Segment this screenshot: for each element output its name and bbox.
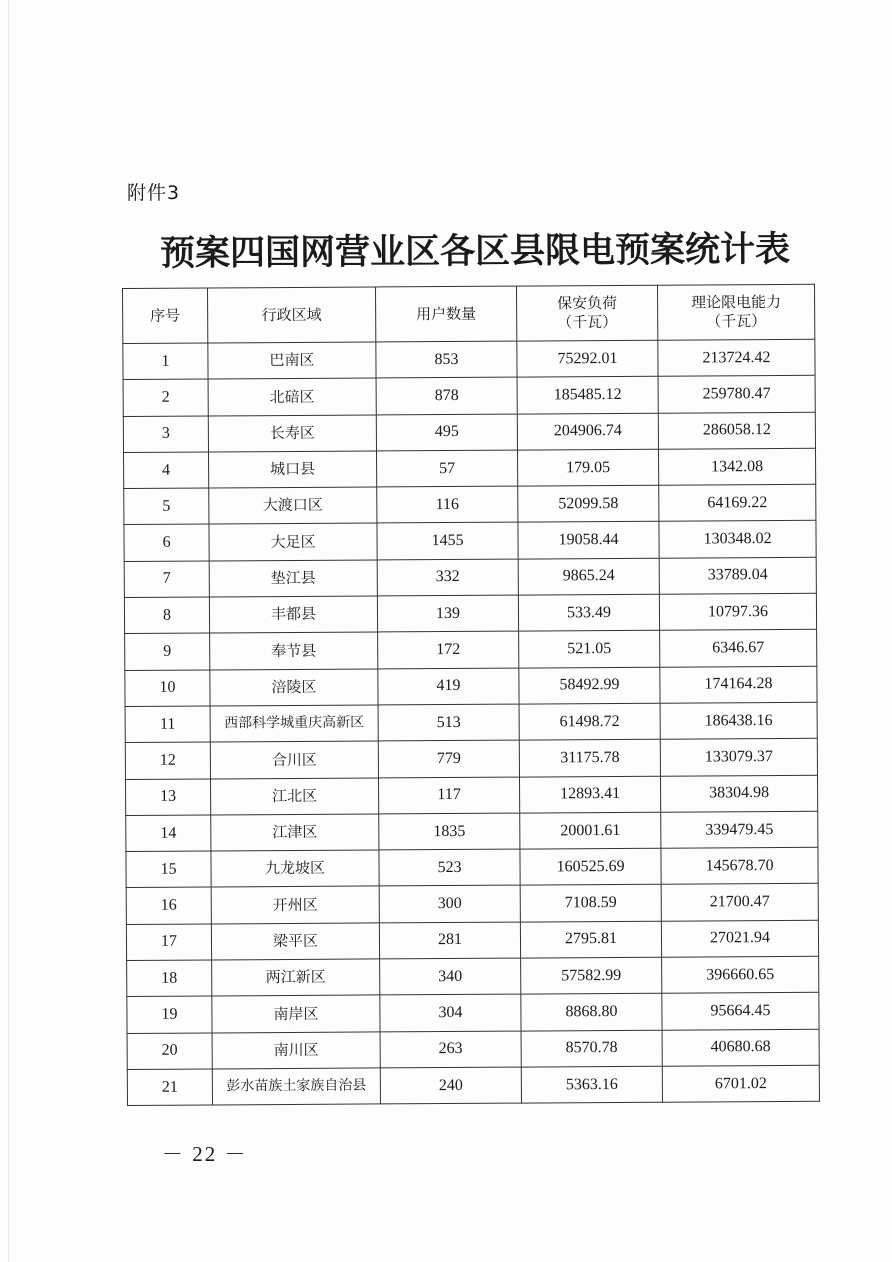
attachment-label: 附件3 bbox=[127, 182, 181, 204]
cell-load: 204906.74 bbox=[517, 413, 658, 450]
cell-capacity: 27021.94 bbox=[661, 920, 818, 957]
cell-index: 2 bbox=[123, 379, 208, 416]
cell-users: 139 bbox=[377, 595, 518, 632]
statistics-table-container bbox=[122, 284, 819, 1106]
cell-region: 南川区 bbox=[212, 1032, 380, 1069]
cell-capacity: 396660.65 bbox=[662, 956, 819, 993]
cell-capacity: 40680.68 bbox=[662, 1029, 819, 1066]
cell-load: 185485.12 bbox=[517, 377, 658, 414]
header-capacity-line2: （千瓦） bbox=[706, 312, 767, 331]
cell-users: 116 bbox=[377, 486, 518, 523]
cell-capacity: 95664.45 bbox=[662, 993, 819, 1030]
cell-load: 7108.59 bbox=[520, 885, 661, 922]
cell-capacity: 133079.37 bbox=[660, 739, 817, 776]
cell-load: 19058.44 bbox=[518, 522, 659, 559]
cell-users: 57 bbox=[376, 450, 517, 487]
cell-index: 7 bbox=[124, 561, 209, 598]
table-row bbox=[123, 376, 815, 417]
cell-region: 长寿区 bbox=[208, 415, 376, 452]
cell-users: 240 bbox=[380, 1067, 521, 1104]
cell-users: 878 bbox=[376, 377, 517, 414]
cell-users: 117 bbox=[378, 777, 519, 814]
cell-index: 16 bbox=[126, 887, 211, 924]
cell-index: 4 bbox=[124, 452, 209, 489]
table-row bbox=[127, 956, 819, 997]
cell-region: 梁平区 bbox=[211, 923, 379, 960]
cell-capacity: 21700.47 bbox=[661, 884, 818, 921]
cell-load: 57582.99 bbox=[521, 957, 662, 994]
table-row bbox=[126, 847, 818, 888]
header-load-line1: 保安负荷 bbox=[557, 294, 618, 313]
cell-index: 13 bbox=[125, 779, 210, 816]
cell-load: 8868.80 bbox=[521, 994, 662, 1031]
cell-region: 垫江县 bbox=[209, 560, 377, 597]
cell-region: 城口县 bbox=[209, 451, 377, 488]
header-index: 序号 bbox=[123, 288, 208, 344]
cell-load: 58492.99 bbox=[519, 667, 660, 704]
cell-region: 巴南区 bbox=[208, 342, 376, 379]
cell-region: 丰都县 bbox=[209, 596, 377, 633]
cell-load: 20001.61 bbox=[520, 812, 661, 849]
cell-users: 1835 bbox=[379, 813, 520, 850]
table-row bbox=[126, 920, 818, 961]
cell-index: 9 bbox=[125, 633, 210, 670]
table-row bbox=[125, 666, 817, 707]
header-load-line2: （千瓦） bbox=[557, 312, 618, 332]
header-capacity bbox=[657, 284, 814, 340]
cell-index: 5 bbox=[124, 488, 209, 525]
cell-index: 6 bbox=[124, 524, 209, 561]
cell-capacity: 286058.12 bbox=[658, 412, 815, 449]
cell-load: 533.49 bbox=[518, 594, 659, 631]
cell-users: 853 bbox=[376, 341, 517, 378]
cell-region: 两江新区 bbox=[212, 959, 380, 996]
cell-capacity: 1342.08 bbox=[658, 448, 815, 485]
cell-users: 172 bbox=[378, 631, 519, 668]
cell-index: 1 bbox=[123, 343, 208, 380]
cell-capacity: 339479.45 bbox=[661, 811, 818, 848]
table-row bbox=[127, 1029, 819, 1070]
cell-capacity: 6701.02 bbox=[662, 1065, 819, 1102]
cell-index: 14 bbox=[126, 815, 211, 852]
table-row bbox=[125, 702, 817, 743]
table-row bbox=[124, 521, 816, 562]
statistics-table bbox=[122, 284, 820, 1106]
cell-users: 300 bbox=[379, 886, 520, 923]
cell-region: 江北区 bbox=[210, 778, 378, 815]
document-title: 预案四国网营业区各区县限电预案统计表 bbox=[159, 228, 791, 274]
table-row bbox=[124, 448, 816, 489]
cell-load: 9865.24 bbox=[518, 558, 659, 595]
cell-capacity: 130348.02 bbox=[659, 521, 816, 558]
cell-load: 8570.78 bbox=[521, 1030, 662, 1067]
cell-region: 奉节县 bbox=[210, 632, 378, 669]
cell-users: 304 bbox=[380, 994, 521, 1031]
cell-index: 8 bbox=[124, 597, 209, 634]
cell-region: 开州区 bbox=[211, 886, 379, 923]
cell-capacity: 38304.98 bbox=[660, 775, 817, 812]
cell-load: 12893.41 bbox=[519, 776, 660, 813]
cell-index: 18 bbox=[127, 960, 212, 997]
table-row bbox=[124, 593, 816, 634]
table-row bbox=[126, 811, 818, 852]
cell-region: 江津区 bbox=[211, 814, 379, 851]
table-row bbox=[127, 993, 819, 1034]
cell-load: 75292.01 bbox=[517, 340, 658, 377]
cell-users: 513 bbox=[378, 704, 519, 741]
cell-region: 北碚区 bbox=[208, 378, 376, 415]
cell-index: 15 bbox=[126, 851, 211, 888]
cell-load: 52099.58 bbox=[518, 485, 659, 522]
cell-users: 263 bbox=[380, 1031, 521, 1068]
cell-region: 大渡口区 bbox=[209, 487, 377, 524]
cell-index: 3 bbox=[123, 416, 208, 453]
cell-capacity: 10797.36 bbox=[659, 593, 816, 630]
cell-users: 281 bbox=[379, 922, 520, 959]
cell-capacity: 6346.67 bbox=[660, 630, 817, 667]
table-row bbox=[125, 630, 817, 671]
cell-load: 521.05 bbox=[519, 631, 660, 668]
table-row bbox=[123, 339, 815, 380]
table-body bbox=[123, 339, 820, 1105]
header-load bbox=[516, 285, 657, 341]
cell-users: 1455 bbox=[377, 523, 518, 560]
cell-capacity: 64169.22 bbox=[659, 484, 816, 521]
cell-region: 涪陵区 bbox=[210, 669, 378, 706]
cell-load: 31175.78 bbox=[519, 739, 660, 776]
cell-capacity: 259780.47 bbox=[658, 376, 815, 413]
header-capacity-line1: 理论限电能力 bbox=[691, 293, 782, 312]
cell-capacity: 174164.28 bbox=[660, 666, 817, 703]
table-row bbox=[124, 557, 816, 598]
cell-users: 332 bbox=[377, 559, 518, 596]
table-row bbox=[127, 1065, 819, 1106]
cell-users: 340 bbox=[380, 958, 521, 995]
cell-users: 495 bbox=[376, 414, 517, 451]
cell-users: 779 bbox=[378, 740, 519, 777]
cell-index: 21 bbox=[127, 1069, 212, 1106]
cell-users: 523 bbox=[379, 849, 520, 886]
cell-region: 南岸区 bbox=[212, 995, 380, 1032]
cell-capacity: 186438.16 bbox=[660, 702, 817, 739]
cell-load: 179.05 bbox=[517, 449, 658, 486]
cell-index: 20 bbox=[127, 1033, 212, 1070]
page-edge bbox=[8, 0, 9, 1262]
table-row bbox=[124, 484, 816, 525]
cell-region: 西部科学城重庆高新区 bbox=[210, 705, 378, 742]
page-number: － 22 － bbox=[162, 1142, 248, 1166]
table-row bbox=[126, 884, 818, 925]
cell-load: 61498.72 bbox=[519, 703, 660, 740]
table-row bbox=[125, 775, 817, 816]
cell-index: 11 bbox=[125, 706, 210, 743]
cell-load: 160525.69 bbox=[520, 848, 661, 885]
cell-index: 10 bbox=[125, 670, 210, 707]
cell-capacity: 145678.70 bbox=[661, 847, 818, 884]
table-header-row bbox=[123, 284, 815, 343]
cell-region: 大足区 bbox=[209, 523, 377, 560]
cell-region: 彭水苗族土家族自治县 bbox=[212, 1068, 380, 1105]
cell-users: 419 bbox=[378, 668, 519, 705]
cell-capacity: 213724.42 bbox=[658, 339, 815, 376]
cell-region: 九龙坡区 bbox=[211, 850, 379, 887]
cell-index: 12 bbox=[125, 742, 210, 779]
cell-region: 合川区 bbox=[210, 741, 378, 778]
table-row bbox=[123, 412, 815, 453]
cell-index: 19 bbox=[127, 996, 212, 1033]
header-users: 用户数量 bbox=[375, 286, 516, 342]
table-row bbox=[125, 739, 817, 780]
cell-capacity: 33789.04 bbox=[659, 557, 816, 594]
cell-load: 5363.16 bbox=[521, 1066, 662, 1103]
cell-load: 2795.81 bbox=[520, 921, 661, 958]
header-region: 行政区域 bbox=[208, 287, 376, 343]
cell-index: 17 bbox=[126, 924, 211, 961]
